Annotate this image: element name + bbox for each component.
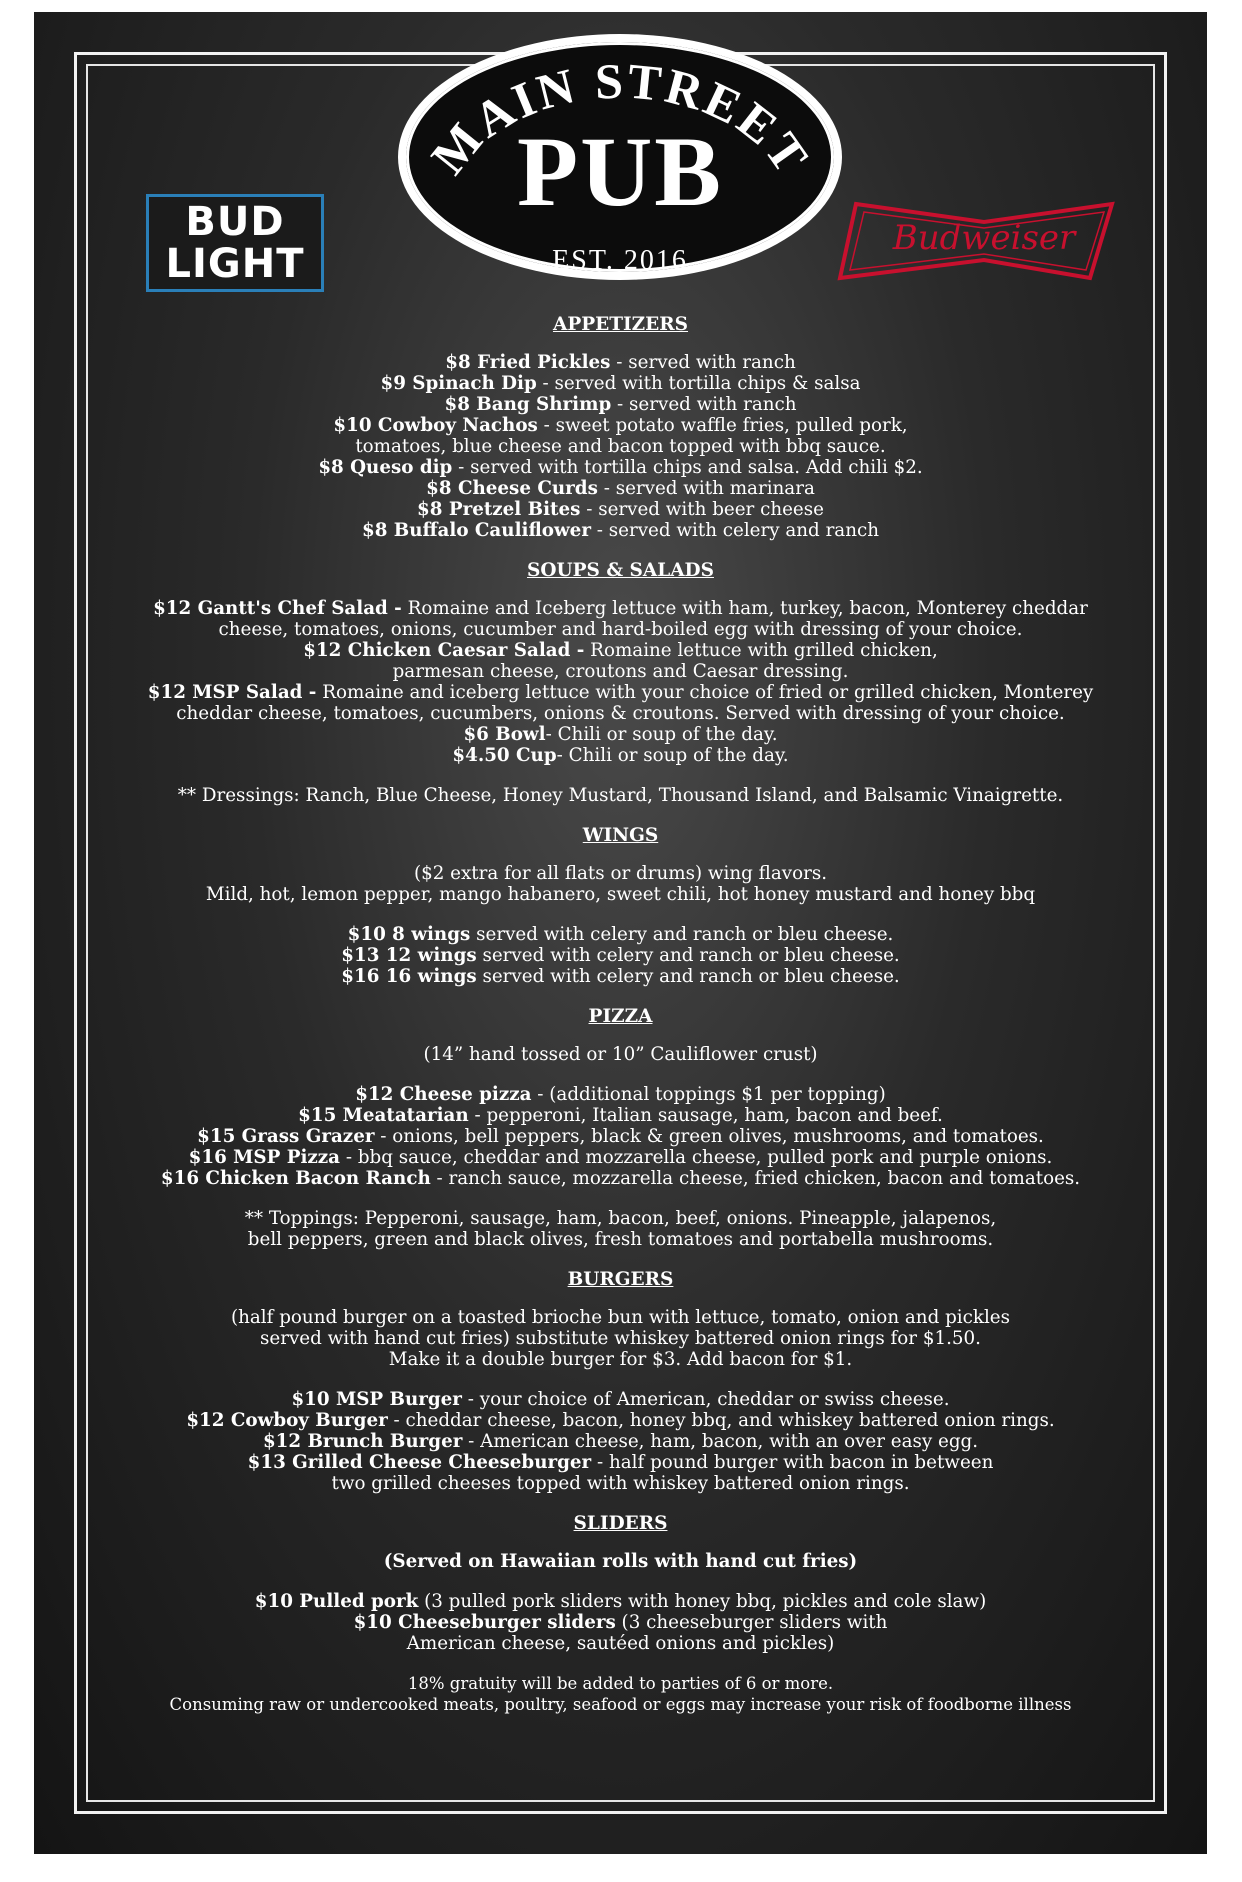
menu-item xyxy=(94,966,1147,987)
pizza-intro: (14” hand tossed or 10” Cauliflower crust) xyxy=(423,1044,818,1065)
menu-item-description: - cheddar cheese, bacon, honey bbq, and whiskey battered onion rings. xyxy=(387,1410,1055,1431)
menu-item xyxy=(94,661,1147,682)
menu-item-name: $12 MSP Salad - xyxy=(147,682,317,703)
menu-item-description: cheddar cheese, tomatoes, cucumbers, onions & croutons. Served with dressing of your choice. xyxy=(176,703,1065,724)
burgers-intro-2: served with hand cut fries) substitute whiskey battered onion rings for $1.50. xyxy=(260,1328,981,1349)
menu-item-description: - bbq sauce, cheddar and mozzarella cheese, pulled pork and purple onions. xyxy=(340,1147,1053,1168)
menu-item-name: $12 Brunch Burger xyxy=(262,1431,463,1452)
menu-item-name: $15 Meatatarian xyxy=(298,1105,469,1126)
sliders-intro: (Served on Hawaiian rolls with hand cut fries) xyxy=(383,1551,858,1572)
menu-item xyxy=(94,945,1147,966)
menu-item xyxy=(94,394,1147,415)
menu-item-name: $13 Grilled Cheese Cheeseburger xyxy=(247,1452,592,1473)
heading-appetizers: APPETIZERS xyxy=(552,314,689,335)
heading-burgers: BURGERS xyxy=(567,1269,674,1290)
appetizers-list xyxy=(94,352,1147,541)
menu-item xyxy=(94,1168,1147,1189)
menu-item-description: - Chili or soup of the day. xyxy=(545,724,778,745)
menu-item xyxy=(94,352,1147,373)
heading-wings: WINGS xyxy=(582,825,659,846)
menu-item xyxy=(94,682,1147,703)
menu-item-description: - served with ranch xyxy=(611,394,797,415)
menu-item xyxy=(94,478,1147,499)
menu-item-name: $8 Buffalo Cauliflower xyxy=(361,520,591,541)
menu-item-description: parmesan cheese, croutons and Caesar dressing. xyxy=(392,661,849,682)
wings-intro-2: Mild, hot, lemon pepper, mango habanero, sweet chili, hot honey mustard and honey bbq xyxy=(205,884,1036,905)
menu-body xyxy=(94,314,1147,1715)
logo-pub-name: PUB xyxy=(517,116,723,227)
menu-item-name: $13 12 wings xyxy=(341,945,477,966)
menu-item xyxy=(94,1452,1147,1473)
menu-item-name: $10 8 wings xyxy=(347,924,471,945)
pizza-list xyxy=(94,1084,1147,1189)
wings-list xyxy=(94,924,1147,987)
menu-item xyxy=(94,499,1147,520)
menu-item-name: $16 MSP Pizza xyxy=(188,1147,341,1168)
menu-item-name: $16 16 wings xyxy=(341,966,477,987)
menu-item xyxy=(94,1473,1147,1494)
menu-item-name: $10 Cheeseburger sliders xyxy=(353,1612,616,1633)
gratuity-note: 18% gratuity will be added to parties of 6 or more. xyxy=(407,1674,834,1693)
menu-item-description: - American cheese, ham, bacon, with an over easy egg. xyxy=(462,1431,979,1452)
menu-item-description: (3 pulled pork sliders with honey bbq, pickles and cole slaw) xyxy=(418,1591,987,1612)
menu-item xyxy=(94,640,1147,661)
heading-pizza: PIZZA xyxy=(588,1006,653,1027)
menu-item-name: $12 Gantt's Chef Salad - xyxy=(153,598,402,619)
bud-light-line-2: LIGHT xyxy=(165,241,305,287)
menu-item xyxy=(94,1126,1147,1147)
menu-item xyxy=(94,1633,1147,1654)
menu-item-description: - served with marinara xyxy=(597,478,815,499)
menu-item-name: $6 Bowl xyxy=(463,724,546,745)
heading-soups-salads: SOUPS & SALADS xyxy=(527,560,714,581)
menu-item-description: - half pound burger with bacon in between xyxy=(591,1452,994,1473)
menu-item-description: - ranch sauce, mozzarella cheese, fried chicken, bacon and tomatoes. xyxy=(430,1168,1081,1189)
menu-item-description: Romaine and Iceberg lettuce with ham, turkey, bacon, Monterey cheddar xyxy=(401,598,1088,619)
menu-item xyxy=(94,520,1147,541)
menu-item xyxy=(94,1612,1147,1633)
logo-established: EST. 2016 xyxy=(552,245,688,276)
menu-item-description: - served with tortilla chips and salsa. Add chili $2. xyxy=(452,457,923,478)
menu-item xyxy=(94,1084,1147,1105)
menu-item-name: $10 Cowboy Nachos xyxy=(333,415,538,436)
toppings-note-1: ** Toppings: Pepperoni, sausage, ham, bacon, beef, onions. Pineapple, jalapenos, xyxy=(244,1208,997,1229)
menu-item-name: $8 Fried Pickles xyxy=(445,352,611,373)
menu-item xyxy=(94,745,1147,766)
toppings-note-2: bell peppers, green and black olives, fresh tomatoes and portabella mushrooms. xyxy=(247,1229,994,1250)
menu-item-name: $16 Chicken Bacon Ranch xyxy=(160,1168,431,1189)
heading-sliders: SLIDERS xyxy=(573,1513,668,1534)
menu-item xyxy=(94,1147,1147,1168)
burgers-list xyxy=(94,1389,1147,1494)
menu-item xyxy=(94,1389,1147,1410)
menu-item-name: $8 Cheese Curds xyxy=(426,478,598,499)
burgers-intro-1: (half pound burger on a toasted brioche bun with lettuce, tomato, onion and pickles xyxy=(230,1307,1010,1328)
menu-item-name: $8 Bang Shrimp xyxy=(444,394,612,415)
menu-item xyxy=(94,724,1147,745)
menu-item-description: served with celery and ranch or bleu cheese. xyxy=(476,966,900,987)
chalkboard-menu xyxy=(34,12,1207,1854)
menu-item xyxy=(94,1591,1147,1612)
consumer-advisory: Consuming raw or undercooked meats, poultry, seafood or eggs may increase your risk of foodborne illness xyxy=(169,1695,1072,1714)
menu-item xyxy=(94,415,1147,436)
dressings-note: ** Dressings: Ranch, Blue Cheese, Honey Mustard, Thousand Island, and Balsamic Vinaigrette. xyxy=(177,785,1064,806)
soups-list xyxy=(94,598,1147,766)
wings-intro-1: ($2 extra for all flats or drums) wing flavors. xyxy=(413,863,828,884)
menu-item-name: $10 Pulled pork xyxy=(254,1591,419,1612)
menu-item-description: tomatoes, blue cheese and bacon topped with bbq sauce. xyxy=(355,436,886,457)
bud-light-logo xyxy=(146,194,324,292)
menu-item xyxy=(94,1105,1147,1126)
pub-logo xyxy=(398,34,842,280)
menu-item-name: $12 Cheese pizza xyxy=(355,1084,532,1105)
menu-item-description: - pepperoni, Italian sausage, ham, bacon and beef. xyxy=(468,1105,943,1126)
menu-item xyxy=(94,457,1147,478)
budweiser-logo xyxy=(834,200,1134,286)
sliders-list xyxy=(94,1591,1147,1654)
burgers-intro-3: Make it a double burger for $3. Add bacon for $1. xyxy=(388,1349,853,1370)
menu-item-name: $9 Spinach Dip xyxy=(380,373,537,394)
menu-item-description: (3 cheeseburger sliders with xyxy=(615,1612,888,1633)
menu-item-name: $12 Cowboy Burger xyxy=(186,1410,388,1431)
menu-item-name: $8 Pretzel Bites xyxy=(417,499,581,520)
menu-item-name: $12 Chicken Caesar Salad - xyxy=(303,640,585,661)
menu-item-name: $4.50 Cup xyxy=(452,745,557,766)
menu-item-description: - (additional toppings $1 per topping) xyxy=(531,1084,886,1105)
menu-item-name: $10 MSP Burger xyxy=(291,1389,462,1410)
menu-item-description: Romaine lettuce with grilled chicken, xyxy=(584,640,938,661)
menu-item xyxy=(94,373,1147,394)
menu-item-name: $15 Grass Grazer xyxy=(197,1126,375,1147)
menu-item-description: Romaine and iceberg lettuce with your choice of fried or grilled chicken, Monterey xyxy=(316,682,1094,703)
menu-item-description: cheese, tomatoes, onions, cucumber and hard-boiled egg with dressing of your choice. xyxy=(218,619,1023,640)
menu-item-name: $8 Queso dip xyxy=(318,457,453,478)
menu-item-description: American cheese, sautéed onions and pickles) xyxy=(406,1633,835,1654)
menu-item-description: - served with tortilla chips & salsa xyxy=(536,373,861,394)
menu-item-description: served with celery and ranch or bleu cheese. xyxy=(476,945,900,966)
menu-item-description: - your choice of American, cheddar or swiss cheese. xyxy=(461,1389,950,1410)
menu-item-description: - served with beer cheese xyxy=(580,499,824,520)
menu-item-description: - Chili or soup of the day. xyxy=(556,745,789,766)
menu-item-description: - sweet potato waffle fries, pulled pork, xyxy=(537,415,908,436)
menu-item-description: two grilled cheeses topped with whiskey battered onion rings. xyxy=(331,1473,910,1494)
logo-main-street: MAIN STREET xyxy=(419,52,821,185)
menu-item xyxy=(94,1431,1147,1452)
bud-light-line-1: BUD xyxy=(185,199,285,245)
menu-item-description: - served with celery and ranch xyxy=(590,520,879,541)
menu-item-description: served with celery and ranch or bleu cheese. xyxy=(470,924,894,945)
menu-item xyxy=(94,703,1147,724)
menu-item-description: - served with ranch xyxy=(610,352,796,373)
menu-item xyxy=(94,436,1147,457)
menu-item xyxy=(94,1410,1147,1431)
budweiser-wordmark: Budweiser xyxy=(892,218,1076,258)
menu-item xyxy=(94,598,1147,619)
menu-item xyxy=(94,924,1147,945)
menu-item xyxy=(94,619,1147,640)
menu-item-description: - onions, bell peppers, black & green olives, mushrooms, and tomatoes. xyxy=(374,1126,1044,1147)
